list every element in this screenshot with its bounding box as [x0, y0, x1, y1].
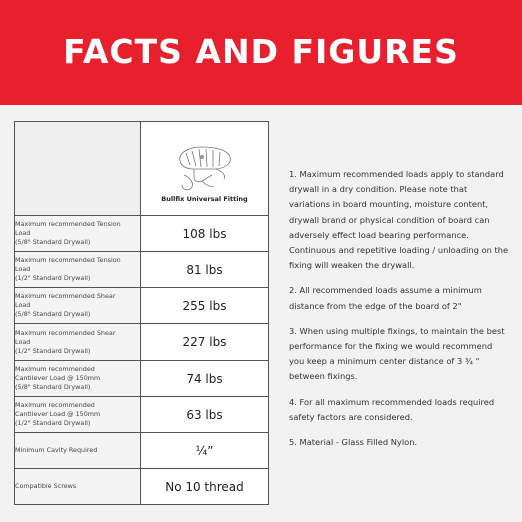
- table-row: [15, 469, 269, 505]
- specs-table: [14, 121, 269, 505]
- row-value: ¼”: [141, 433, 269, 469]
- note-item: 1. Maximum recommended loads apply to standard drywall in a dry condition. Please note that variations in board mounting, moisture content, drywall brand or physical condition of board can adversely effect load bearing performance. Continuous and repetitive loading / unloading on the fixing will weaken the drywall.: [289, 169, 509, 271]
- row-value: 81 lbs: [141, 252, 269, 288]
- header-empty-cell: [15, 122, 141, 216]
- row-label: Maximum recommended Shear Load (1/2" Standard Drywall): [15, 324, 141, 361]
- row-value: 63 lbs: [141, 397, 269, 433]
- bullfix-fitting-icon: [172, 141, 238, 193]
- table-row: [15, 324, 269, 361]
- table-row: [15, 252, 269, 288]
- table-row: [15, 397, 269, 433]
- row-value: 108 lbs: [141, 216, 269, 252]
- table-row: [15, 288, 269, 324]
- note-item: 4. For all maximum recommended loads required safety factors are considered.: [289, 396, 495, 422]
- note-item: 5. Material - Glass Filled Nylon.: [289, 437, 418, 448]
- row-value: 227 lbs: [141, 324, 269, 361]
- row-value: 255 lbs: [141, 288, 269, 324]
- note-item: 3. When using multiple fixings, to maintain the best performance for the fixing we would recommend you keep a minimum center distance of 3 ¾ " between fixings.: [289, 325, 505, 382]
- row-value: 74 lbs: [141, 361, 269, 397]
- row-label: Maximum recommended Tension Load (5/8" Standard Drywall): [15, 216, 141, 252]
- page-title: FACTS AND FIGURES: [63, 32, 459, 71]
- row-label: Maximum recommended Cantilever Load @ 150mm (5/8" Standard Drywall): [15, 361, 141, 397]
- table-row: [15, 216, 269, 252]
- row-value: No 10 thread: [141, 469, 269, 505]
- row-label: Maximum recommended Tension Load (1/2" Standard Drywall): [15, 252, 141, 288]
- header-banner: [0, 0, 522, 105]
- row-label: Maximum recommended Shear Load (5/8" Standard Drywall): [15, 288, 141, 324]
- table-header-row: [15, 122, 269, 216]
- product-name: Bullfix Universal Fitting: [161, 194, 248, 203]
- table-row: [15, 361, 269, 397]
- table-row: [15, 433, 269, 469]
- notes-section: [289, 167, 509, 460]
- note-item: 2. All recommended loads assume a minimum distance from the edge of the board of 2": [289, 285, 482, 311]
- row-label: Minimum Cavity Required: [15, 433, 141, 469]
- row-label: Maximum recommended Cantilever Load @ 150mm (1/2" Standard Drywall): [15, 397, 141, 433]
- product-header-cell: [141, 122, 269, 216]
- row-label: Compatible Screws: [15, 469, 141, 505]
